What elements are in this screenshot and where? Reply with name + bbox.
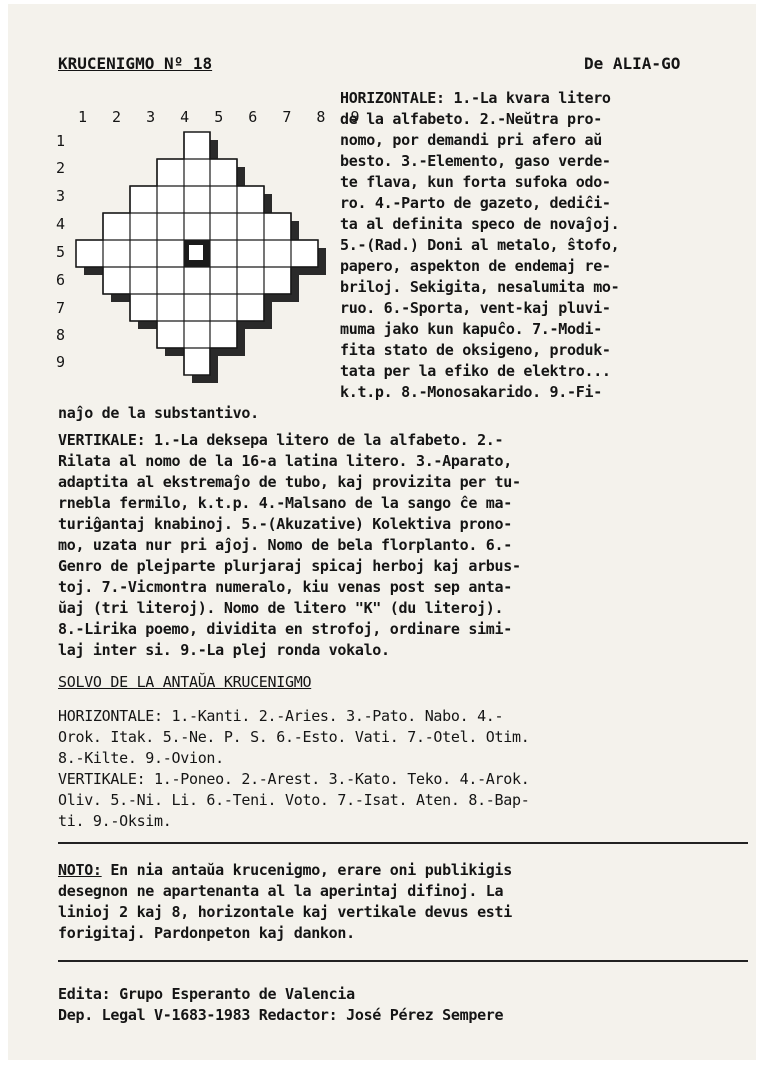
crossword-grid	[66, 122, 336, 392]
row-number: 9	[56, 353, 66, 371]
grid-column-numbers: 1 2 3 4 5 6 7 8 9	[78, 108, 368, 126]
row-number: 7	[56, 299, 66, 317]
legal-line: Dep. Legal V-1683-1983 Redactor: José Pérez Sempere	[58, 1006, 504, 1024]
solution-heading: SOLVO DE LA ANTAŬA KRUCENIGMO	[58, 673, 312, 691]
solution-line: VERTIKALE: 1.-Poneo. 2.-Arest. 3.-Kato. Teko. 4.-Arok.	[58, 770, 530, 788]
row-number: 6	[56, 271, 66, 289]
clue-line: rnebla fermilo, k.t.p. 4.-Malsano de la sango ĉe ma-	[58, 494, 513, 512]
row-number: 3	[56, 187, 66, 205]
clue-line: toj. 7.-Vicmontra numeralo, kiu venas post sep anta-	[58, 578, 513, 596]
solution-line: 8.-Kilte. 9.-Ovion.	[58, 749, 224, 767]
note-label: NOTO:	[58, 861, 102, 879]
divider	[58, 842, 748, 844]
solution-line: HORIZONTALE: 1.-Kanti. 2.-Aries. 3.-Pato. Nabo. 4.-	[58, 707, 504, 725]
row-number: 4	[56, 215, 66, 233]
clue-line: papero, aspekton de endemaj re-	[340, 257, 611, 275]
clue-line: Genro de plejparte plurjaraj spicaj herboj kaj arbus-	[58, 557, 521, 575]
clue-line: mo, uzata nur pri aĵoj. Nomo de bela florplanto. 6.-	[58, 536, 513, 554]
clue-line: muma jako kun kapuĉo. 7.-Modi-	[340, 320, 602, 338]
clue-line: tata per la efiko de elektro...	[340, 362, 611, 380]
author: De ALIA-GO	[584, 54, 681, 73]
note-line: linioj 2 kaj 8, horizontale kaj vertikale devus esti	[58, 903, 513, 921]
clue-line: HORIZONTALE: 1.-La kvara litero	[340, 89, 611, 107]
solution-line: ti. 9.-Oksim.	[58, 812, 172, 830]
puzzle-title: KRUCENIGMO Nº 18	[58, 54, 213, 73]
clue-line: turiĝantaj knabinoj. 5.-(Akuzative) Kolektiva prono-	[58, 515, 513, 533]
row-number: 8	[56, 326, 66, 344]
publisher-line: Edita: Grupo Esperanto de Valencia	[58, 985, 355, 1003]
clue-line: ta al definita speco de novaĵoj.	[340, 215, 620, 233]
clue-line: ro. 4.-Parto de gazeto, dediĉi-	[340, 194, 611, 212]
clue-line: naĵo de la substantivo.	[58, 404, 259, 422]
clue-line: k.t.p. 8.-Monosakarido. 9.-Fi-	[340, 383, 602, 401]
solution-line: Oliv. 5.-Ni. Li. 6.-Teni. Voto. 7.-Isat. Aten. 8.-Bap-	[58, 791, 530, 809]
clue-line: adaptita al ekstremaĵo de tubo, kaj provizita per tu-	[58, 473, 521, 491]
clue-line: 8.-Lirika poemo, dividita en strofoj, ordinare simi-	[58, 620, 513, 638]
clue-line: fita stato de oksigeno, produk-	[340, 341, 611, 359]
clue-line: briloj. Sekigita, nesalumita mo-	[340, 278, 620, 296]
note-text: En nia antaŭa krucenigmo, erare oni publikigis	[101, 861, 513, 879]
clue-line: VERTIKALE: 1.-La deksepa litero de la alfabeto. 2.-	[58, 431, 504, 449]
solution-line: Orok. Itak. 5.-Ne. P. S. 6.-Esto. Vati. 7.-Otel. Otim.	[58, 728, 530, 746]
clue-line: 5.-(Rad.) Doni al metalo, ŝtofo,	[340, 236, 620, 254]
clue-line: ruo. 6.-Sporta, vent-kaj pluvi-	[340, 299, 611, 317]
note-line: forigitaj. Pardonpeton kaj dankon.	[58, 924, 355, 942]
row-number: 5	[56, 243, 66, 261]
divider	[58, 960, 748, 962]
note-first-line	[58, 860, 512, 881]
clue-line: te flava, kun forta sufoka odo-	[340, 173, 611, 191]
clue-line: laj inter si. 9.-La plej ronda vokalo.	[58, 641, 390, 659]
row-number: 1	[56, 132, 66, 150]
clue-line: ŭaj (tri literoj). Nomo de litero "K" (du literoj).	[58, 599, 504, 617]
row-number: 2	[56, 159, 66, 177]
clue-line: Rilata al nomo de la 16-a latina litero. 3.-Aparato,	[58, 452, 513, 470]
page	[8, 4, 756, 1060]
clue-line: de la alfabeto. 2.-Neŭtra pro-	[340, 110, 602, 128]
clue-line: besto. 3.-Elemento, gaso verde-	[340, 152, 611, 170]
clue-line: nomo, por demandi pri afero aŭ	[340, 131, 602, 149]
note-line: desegnon ne apartenanta al la aperintaj difinoj. La	[58, 882, 504, 900]
